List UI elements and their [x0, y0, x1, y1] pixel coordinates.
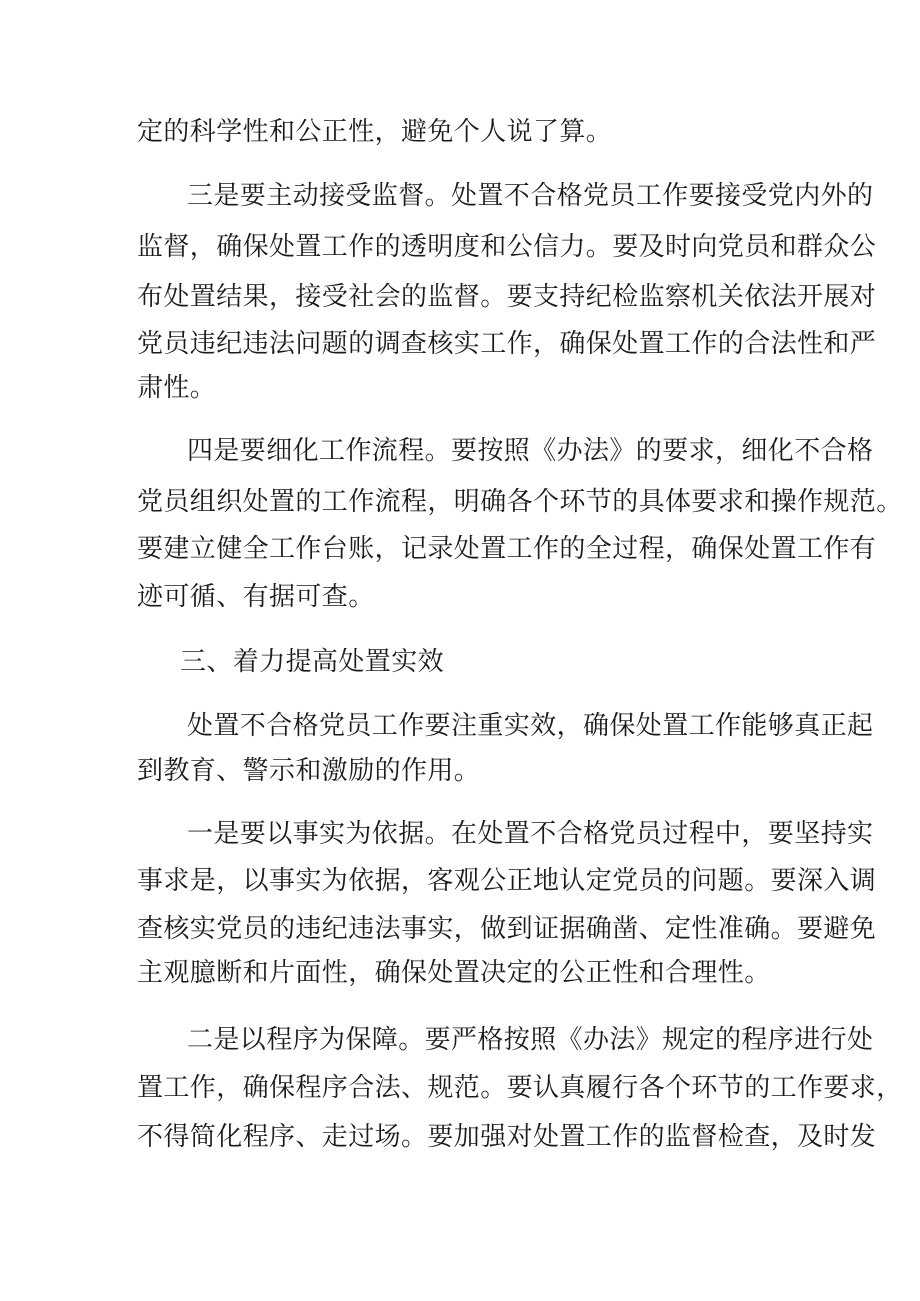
text-line: 主观臆断和片面性，确保处置决定的公正性和合理性。: [137, 958, 771, 988]
text-line: 党员违纪违法问题的调查核实工作，确保处置工作的合法性和严: [137, 329, 877, 359]
text-line: 置工作，确保程序合法、规范。要认真履行各个环节的工作要求，: [137, 1073, 903, 1103]
text-line: 事求是，以事实为依据，客观公正地认定党员的问题。要深入调: [137, 866, 877, 896]
text-line: 一是要以事实为依据。在处置不合格党员过程中，要坚持实: [187, 819, 874, 849]
text-line: 定的科学性和公正性，避免个人说了算。: [137, 117, 613, 147]
text-line: 不得简化程序、走过场。要加强对处置工作的监督检查，及时发: [137, 1122, 877, 1152]
text-line: 要建立健全工作台账，记录处置工作的全过程，确保处置工作有: [137, 534, 877, 564]
text-line: 布处置结果，接受社会的监督。要支持纪检监察机关依法开展对: [137, 282, 877, 312]
text-line: 查核实党员的违纪违法事实，做到证据确凿、定性准确。要避免: [137, 914, 877, 944]
text-line: 二是以程序为保障。要严格按照《办法》规定的程序进行处: [187, 1025, 874, 1055]
text-line: 党员组织处置的工作流程，明确各个环节的具体要求和操作规范。: [137, 487, 903, 517]
text-line: 四是要细化工作流程。要按照《办法》的要求，细化不合格: [187, 436, 874, 466]
text-line: 肃性。: [137, 373, 217, 403]
text-line: 迹可循、有据可查。: [137, 582, 375, 612]
text-line: 到教育、警示和激励的作用。: [137, 756, 481, 786]
section-heading: 三、着力提高处置实效: [180, 647, 445, 677]
text-line: 监督，确保处置工作的透明度和公信力。要及时向党员和群众公: [137, 232, 877, 262]
text-line: 三是要主动接受监督。处置不合格党员工作要接受党内外的: [187, 181, 874, 211]
text-line: 处置不合格党员工作要注重实效，确保处置工作能够真正起: [187, 711, 874, 741]
